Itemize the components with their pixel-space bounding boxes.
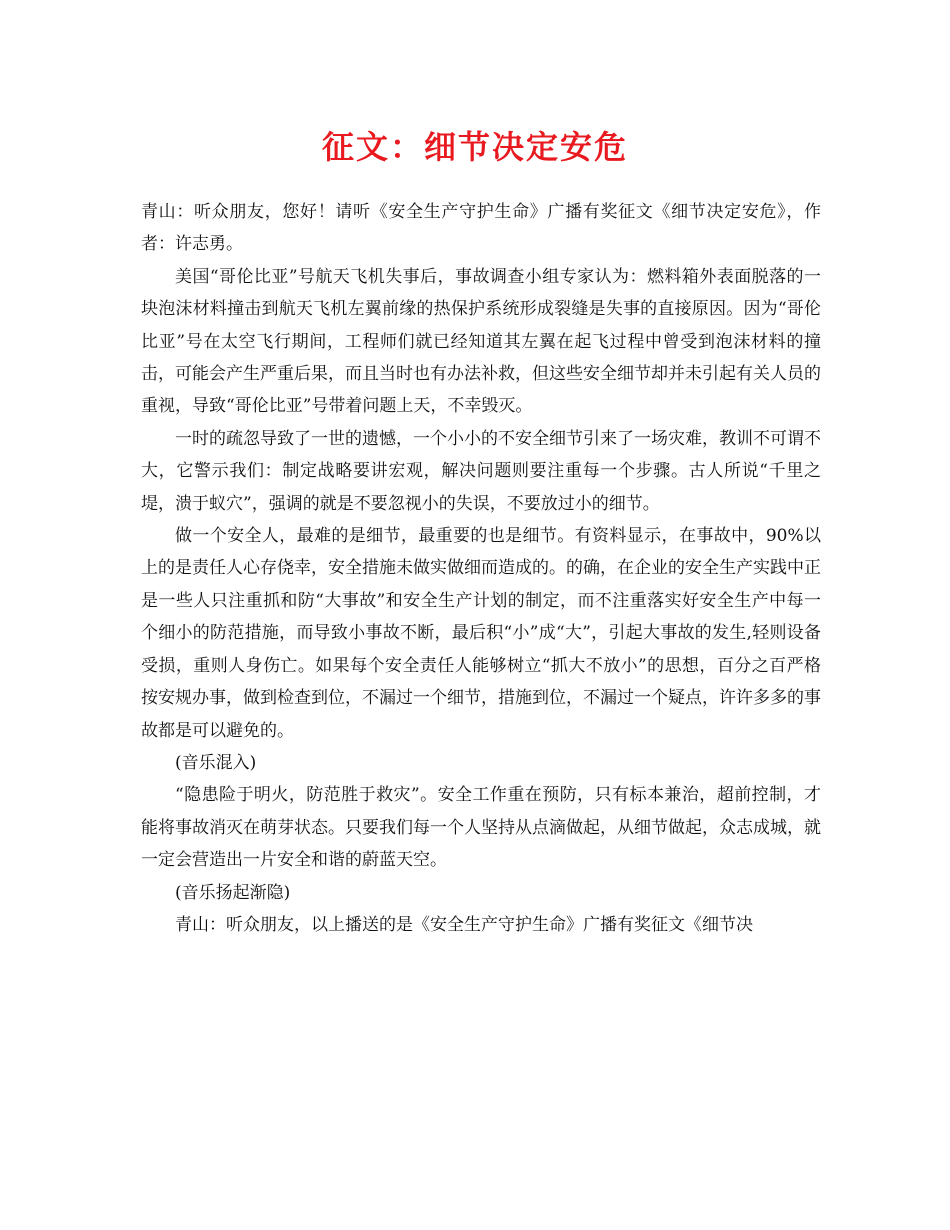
paragraph-closing: 青山：听众朋友，以上播送的是《安全生产守护生命》广播有奖征文《细节决 — [175, 914, 753, 935]
paragraph-columbia: 美国“哥伦比亚”号航天飞机失事后，事故调查小组专家认为：燃料箱外表面脱落的一块泡沫材料撞击到航天飞机左翼前缘的热保护系统形成裂缝是失事的直接原因。因为“哥伦比亚”号在太空飞行期间，工程师们就已经知道其左翼在起飞过程中曾受到泡沫材料的撞击，可能会产生严重后果，而且当时也有办法补救，但这些安全细节却并未引起有关人员的重视，导致“哥伦比亚”号带着问题上天，不幸毁灭。 — [141, 266, 821, 417]
paragraph-music-in: (音乐混入) — [175, 752, 257, 773]
document-title: 征文：细节决定安危 — [321, 128, 628, 166]
paragraph-music-out: (音乐扬起渐隐) — [175, 882, 291, 903]
paragraph-details: 做一个安全人，最难的是细节，最重要的也是细节。有资料显示，在事故中，90%以上的是责任人心存侥幸，安全措施未做实做细而造成的。的确，在企业的安全生产实践中正是一些人只注重抓和防“大事故”和安全生产计划的制定，而不注重落实好安全生产中每一个细小的防范措施，而导致小事故不断，最后积“小”成“大”，引起大事故的发生,轻则设备受损，重则人身伤亡。如果每个安全责任人能够树立“抓大不放小”的思想，百分之百严格按安规办事，做到检查到位，不漏过一个细节，措施到位，不漏过一个疑点，许许多多的事故都是可以避免的。 — [141, 526, 821, 741]
paragraph-intro: 青山：听众朋友，您好！请听《安全生产守护生命》广播有奖征文《细节决定安危》，作者：许志勇。 — [141, 202, 821, 255]
paragraph-prevention: “隐患险于明火，防范胜于救灾”。安全工作重在预防，只有标本兼治，超前控制，才能将事故消灭在萌芽状态。只要我们每一个人坚持从点滴做起，从细节做起，众志成城，就一定会营造出一片安全和谐的蔚蓝天空。 — [141, 785, 821, 871]
paragraph-lesson: 一时的疏忽导致了一世的遗憾，一个小小的不安全细节引来了一场灾难，教训不可谓不大，它警示我们：制定战略要讲宏观，解决问题则要注重每一个步骤。古人所说“千里之堤，溃于蚁穴”，强调的就是不要忽视小的失误，不要放过小的细节。 — [141, 428, 821, 514]
document-body — [141, 196, 821, 941]
